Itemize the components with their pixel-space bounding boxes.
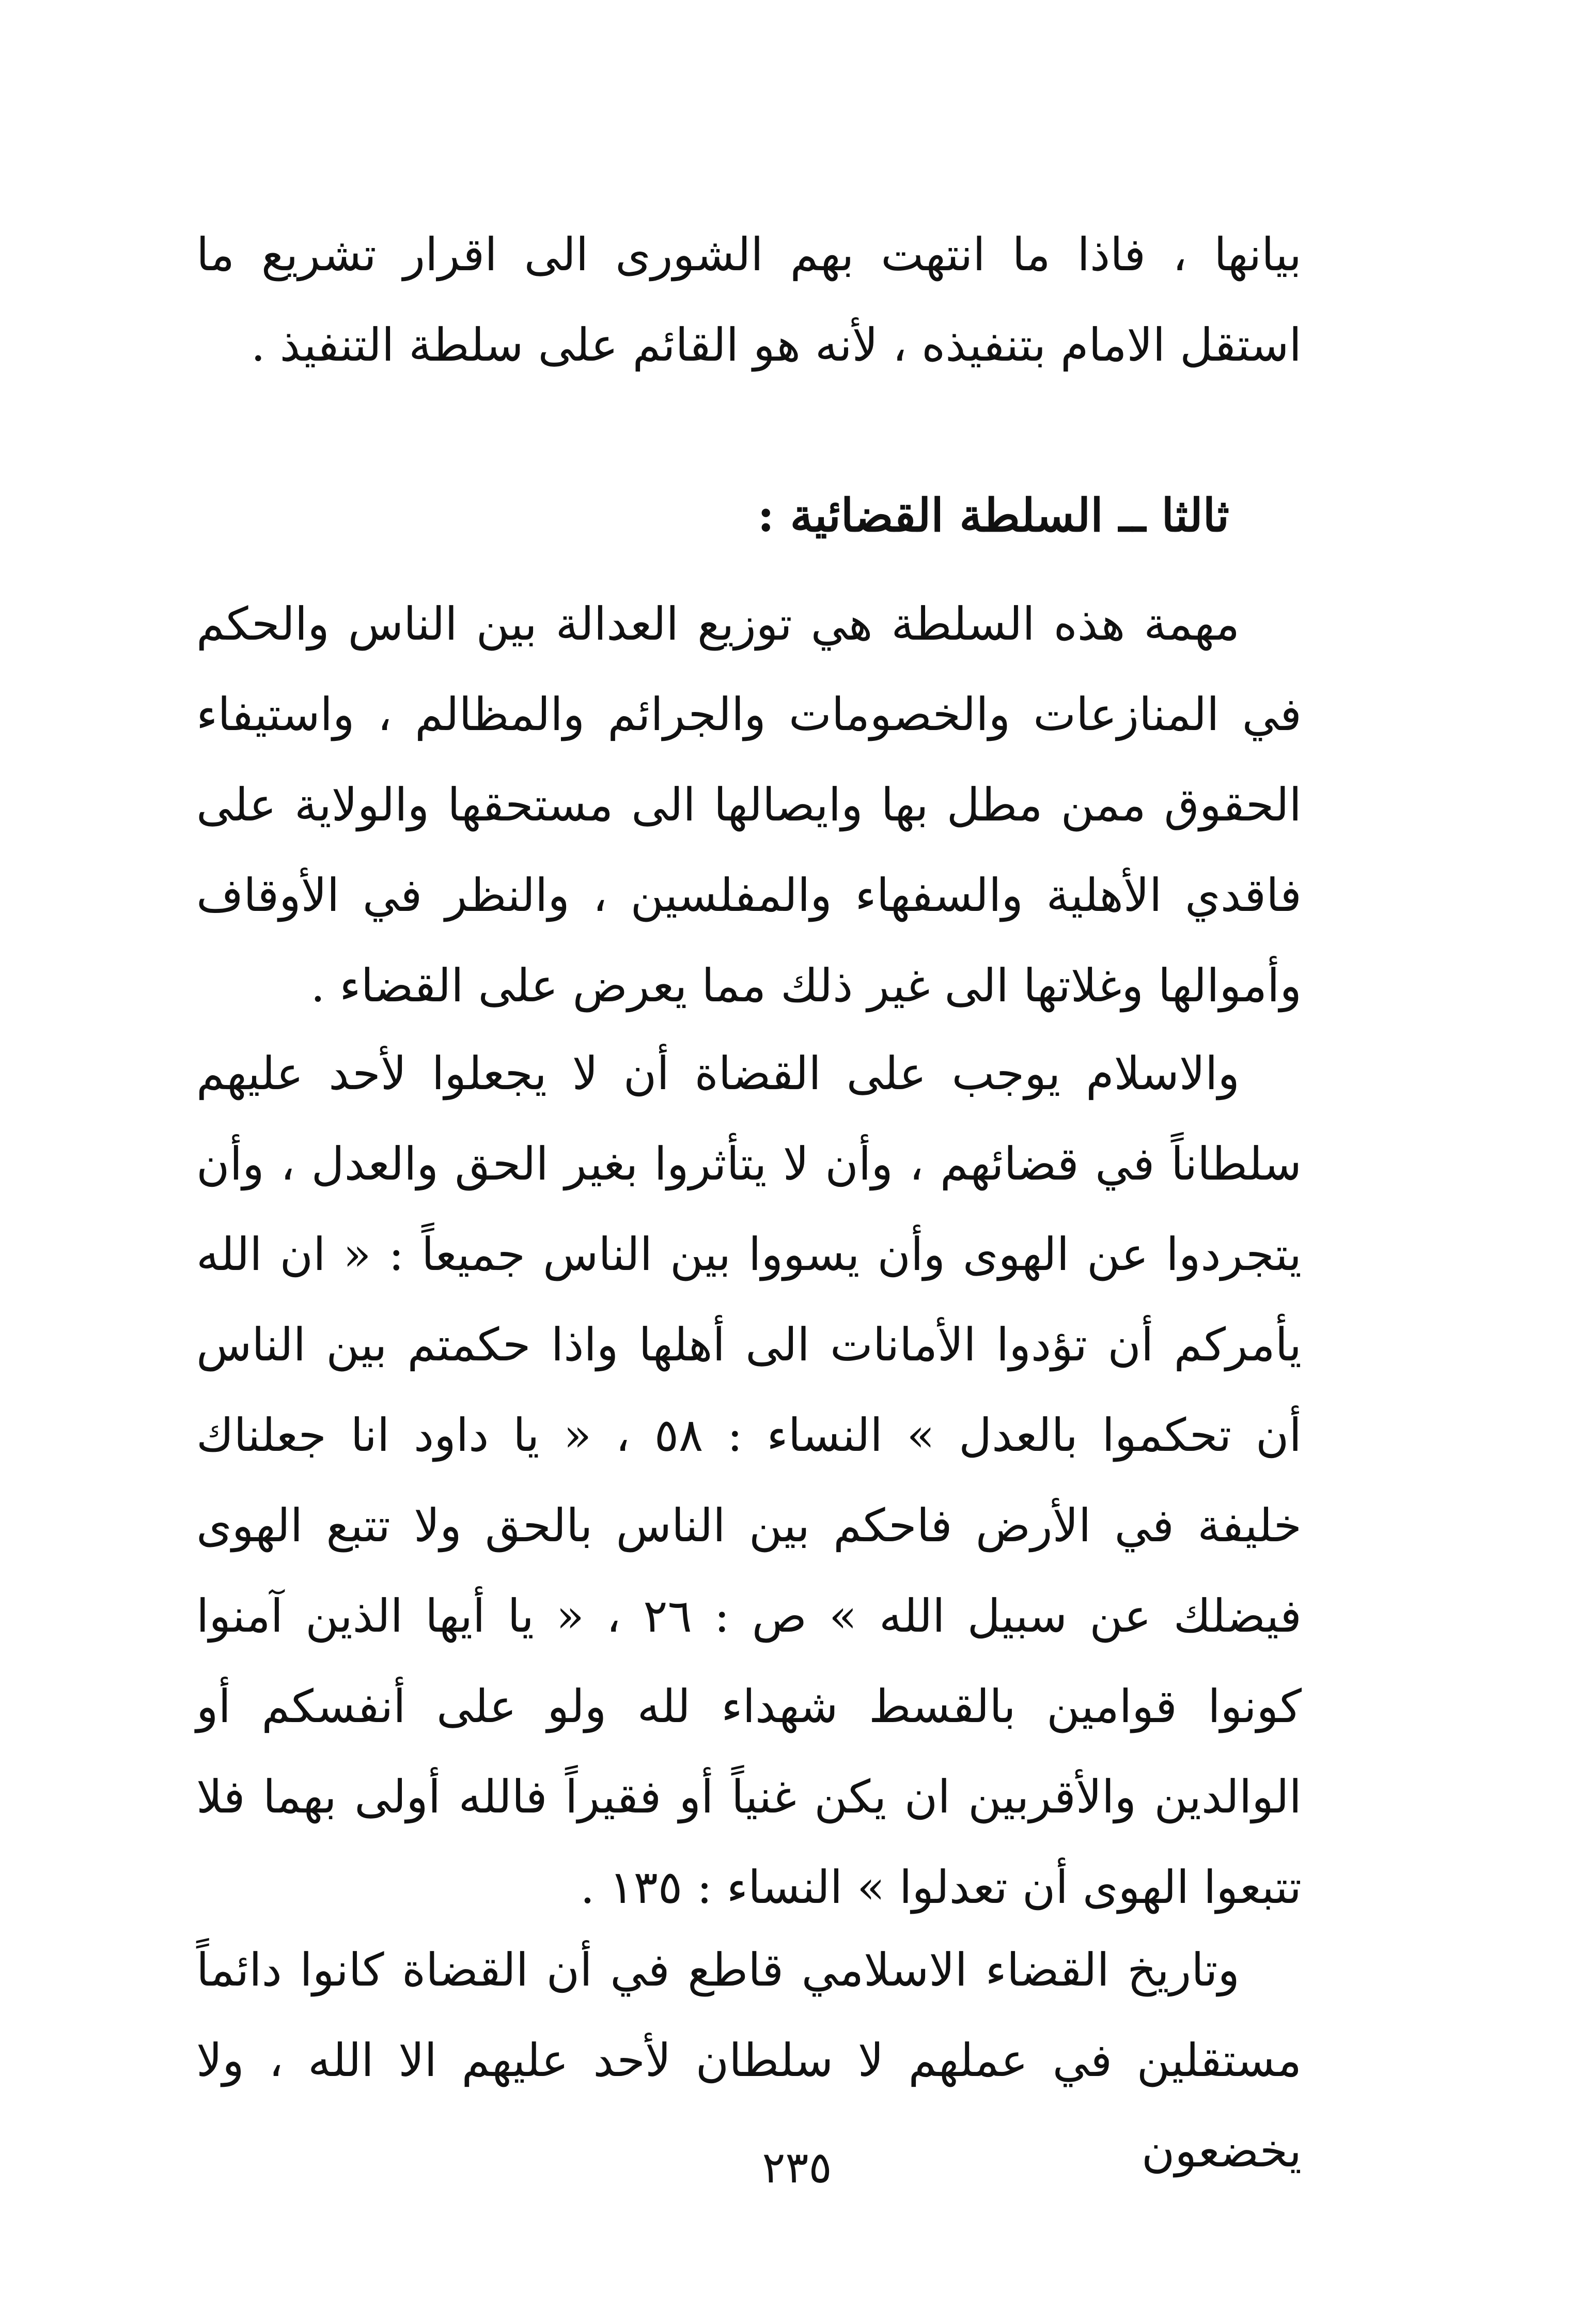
page-number: ٢٣٥ — [762, 2142, 832, 2193]
paragraph-history-of-judiciary: وتاريخ القضاء الاسلامي قاطع في أن القضاة كانوا دائماً مستقلين في عملهم لا سلطان لأحد عليهم الا الله ، ولا يخضعون — [196, 1943, 1302, 2177]
paragraph-judicial-independence-quran: والاسلام يوجب على القضاة أن لا يجعلوا لأحد عليهم سلطاناً في قضائهم ، وأن لا يتأثروا بغير الحق والعدل ، وأن يتجردوا عن الهوى وأن يسووا بين الناس جميعاً : « ان الله يأمركم أن تؤدوا الأمانات الى أهلها واذا حكمتم بين الناس أن تحكموا بالعدل » النساء : ٥٨ ، « يا داود انا جعلناك خليفة في الأرض فاحكم بين الناس بالحق ولا تتبع الهوى فيضلك عن سبيل الله » ص : ٢٦ ، « يا أيها الذين آمنوا كونوا قوامين بالقسط شهداء لله ولو على أنفسكم أو الوالدين والأقربين ان يكن غنياً أو فقيراً فالله أولى بهما فلا تتبعوا الهوى أن تعدلوا » النساء : ١٣٥ . — [196, 1047, 1302, 1914]
paragraph-judicial-authority-duties: مهمة هذه السلطة هي توزيع العدالة بين الناس والحكم في المنازعات والخصومات والجرائم والمظالم ، واستيفاء الحقوق ممن مطل بها وايصالها الى مستحقها والولاية على فاقدي الأهلية والسفهاء والمفلسين ، والنظر في الأوقاف وأموالها وغلاتها الى غير ذلك مما يعرض على القضاء . — [196, 597, 1302, 1012]
section-heading: ثالثا ــ السلطة القضائية : — [757, 488, 1229, 542]
intro-paragraph: بيانها ، فاذا ما انتهت بهم الشورى الى اقرار تشريع ما استقل الامام بتنفيذه ، لأنه هو القائم على سلطة التنفيذ . — [196, 228, 1302, 371]
